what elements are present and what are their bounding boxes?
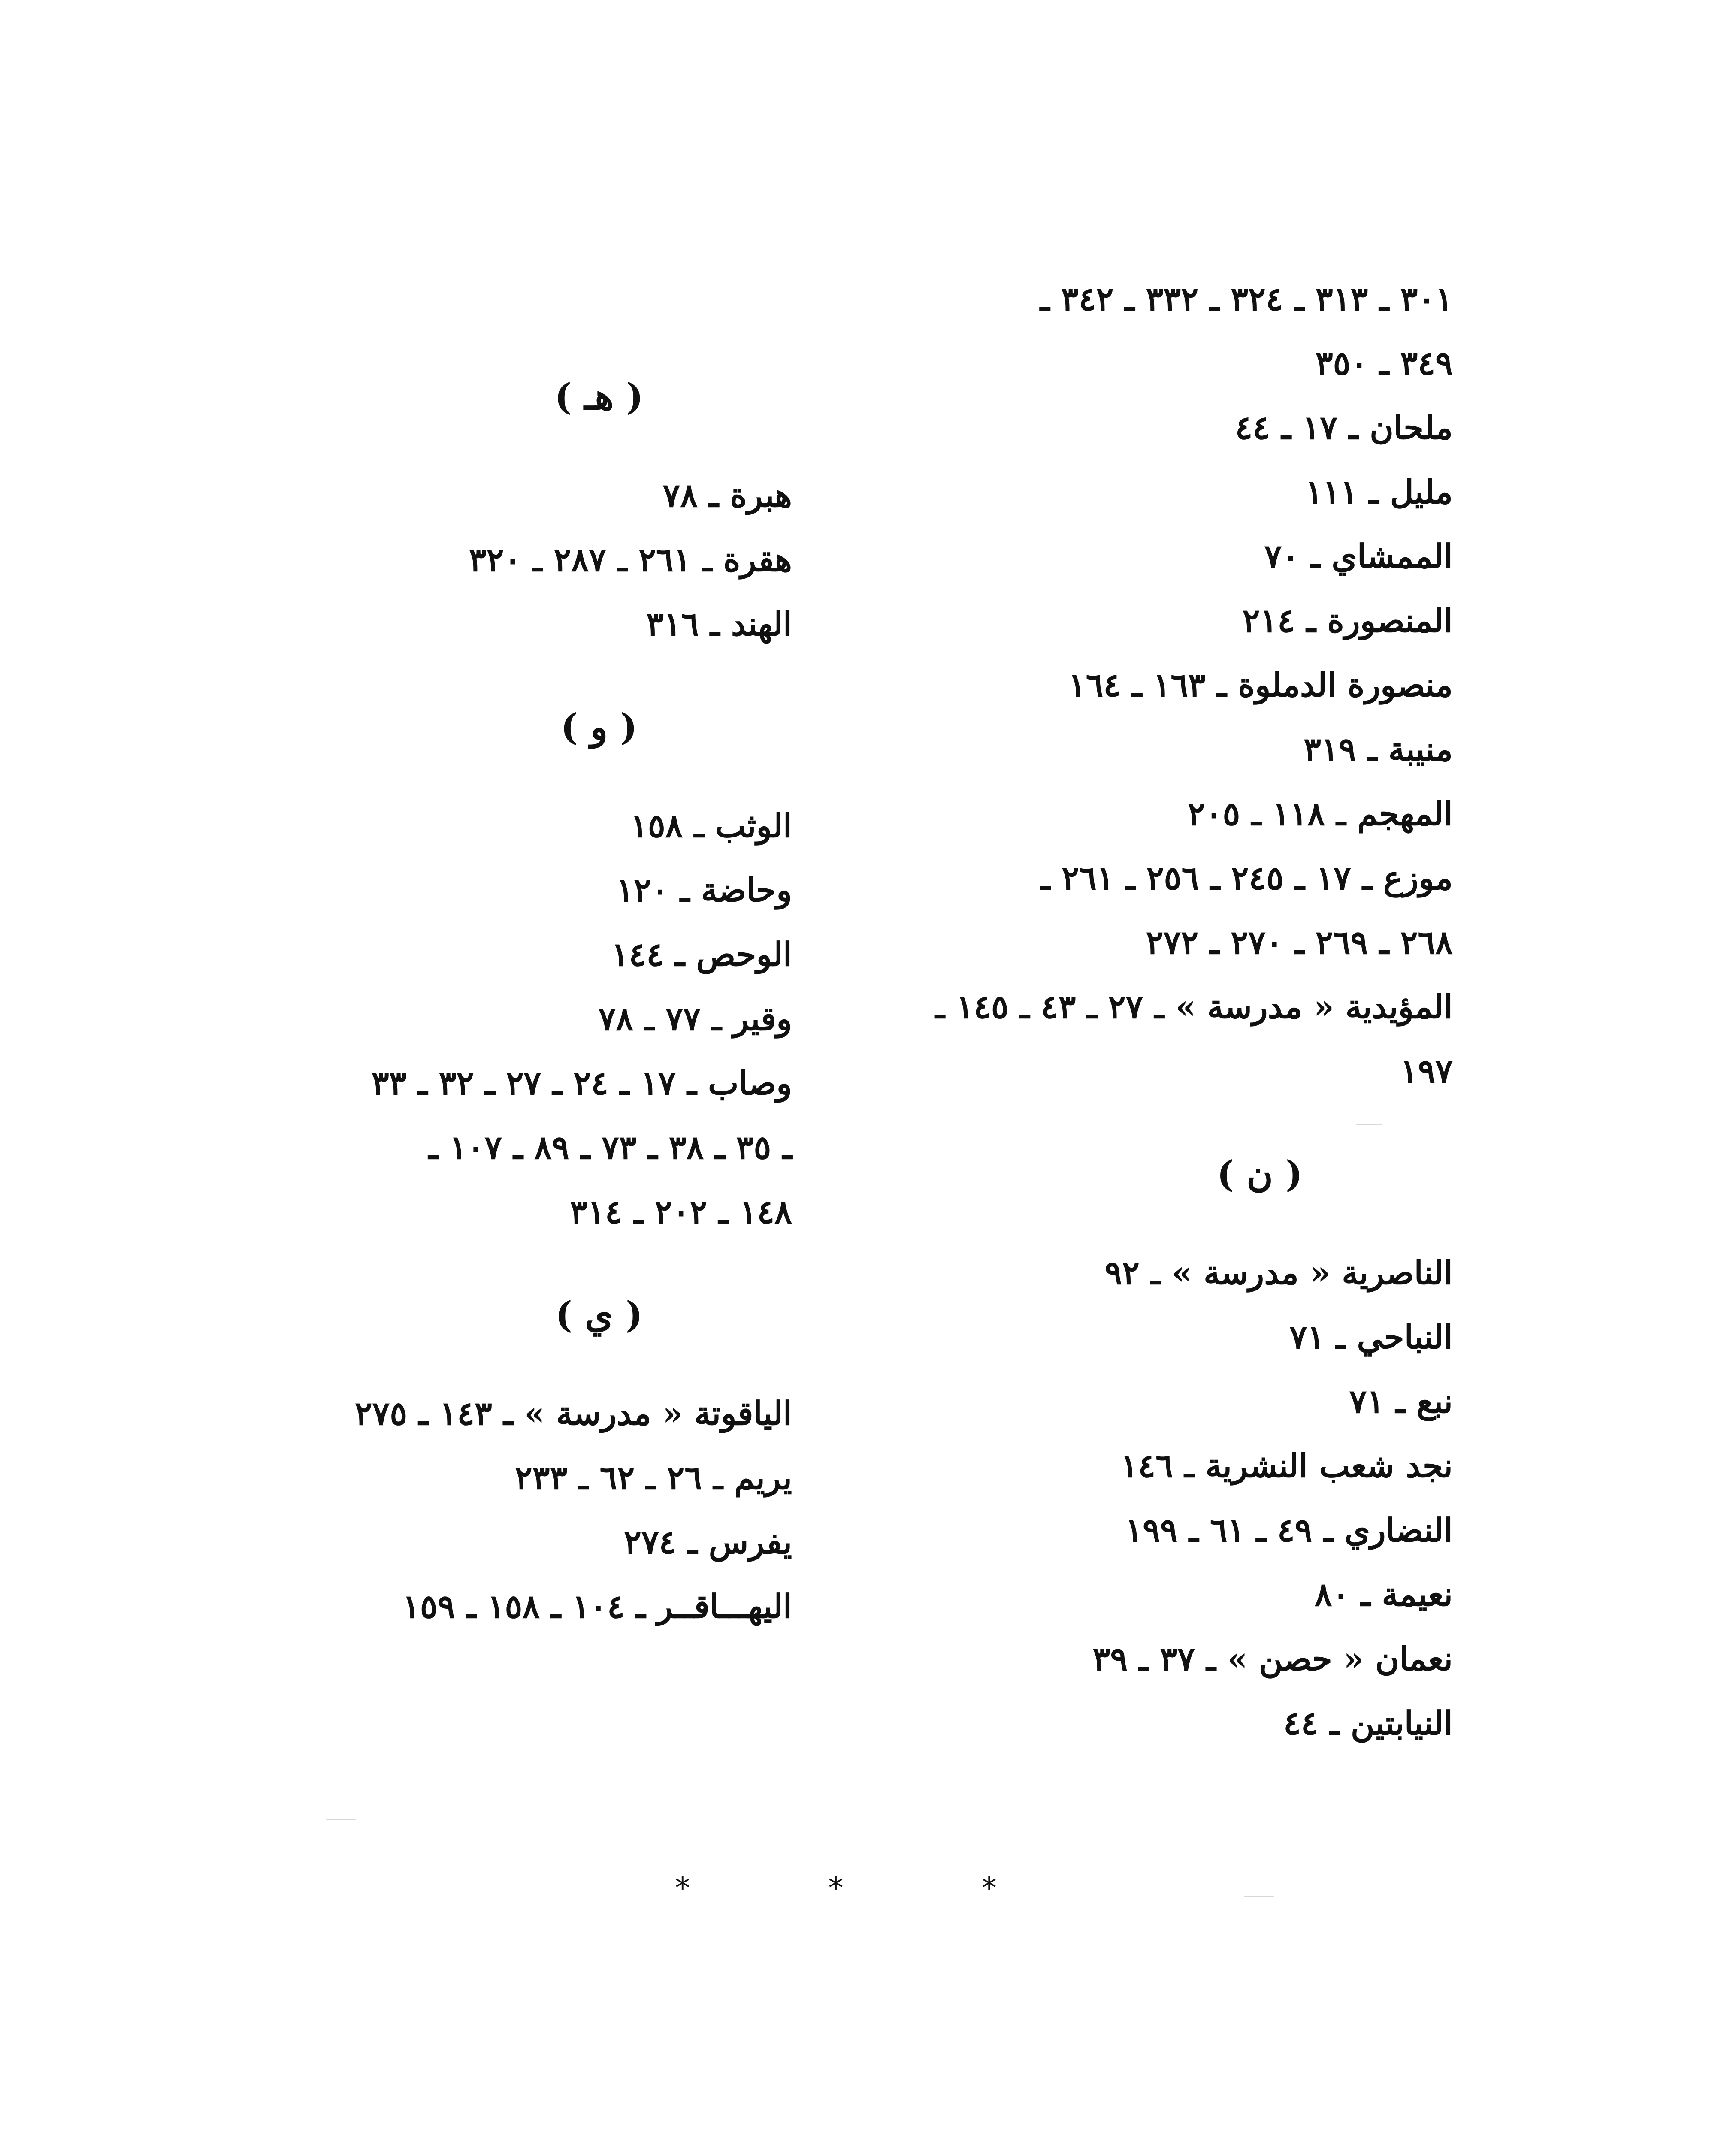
index-entry: اليهـــاقــر ـ ١٠٤ ـ ١٥٨ ـ ١٥٩ [402, 1587, 792, 1625]
index-entry: وصاب ـ ١٧ ـ ٢٤ ـ ٢٧ ـ ٣٢ ـ ٣٣ [371, 1064, 792, 1102]
index-entry: ١٩٧ [1400, 1052, 1453, 1090]
index-entry: ملحان ـ ١٧ ـ ٤٤ [1235, 408, 1453, 447]
index-entry: وقير ـ ٧٧ ـ ٧٨ [598, 1000, 792, 1038]
index-entry: الهند ـ ٣١٦ [646, 605, 792, 643]
index-entry: هبرة ـ ٧٨ [662, 476, 792, 514]
index-entry: ـ ٣٥ ـ ٣٨ ـ ٧٣ ـ ٨٩ ـ ١٠٧ ـ [428, 1128, 792, 1166]
section-heading-noon: ( ن ) [1217, 1153, 1303, 1195]
index-entry: النباحي ـ ٧١ [1289, 1318, 1453, 1356]
index-entry: منيبة ـ ٣١٩ [1304, 730, 1453, 768]
entry-list-waw [191, 794, 792, 1244]
section-heading-ha: ( هـ ) [554, 375, 644, 418]
index-entry: النضاري ـ ٤٩ ـ ٦١ ـ ١٩٩ [1125, 1511, 1453, 1549]
index-entry: يريم ـ ٢٦ ـ ٦٢ ـ ٢٣٣ [514, 1459, 792, 1497]
index-column-left [191, 365, 792, 1639]
entry-list-continued [852, 267, 1453, 1103]
index-entry: الوحص ـ ١٤٤ [611, 935, 792, 973]
index-entry: الياقوتة « مدرسة » ـ ١٤٣ ـ ٢٧٥ [354, 1394, 792, 1432]
index-entry: نعيمة ـ ٨٠ [1314, 1575, 1453, 1613]
section-heading-waw: ( و ) [560, 706, 638, 748]
index-entry: ٣٤٩ ـ ٣٥٠ [1315, 344, 1453, 382]
index-entry: ٣٠١ ـ ٣١٣ ـ ٣٢٤ ـ ٣٣٢ ـ ٣٤٢ ـ [1040, 280, 1453, 318]
index-entry: هقرة ـ ٢٦١ ـ ٢٨٧ ـ ٣٢٠ [469, 541, 792, 579]
entry-list-ya [191, 1381, 792, 1639]
index-entry: ١٤٨ ـ ٢٠٢ ـ ٣١٤ [570, 1193, 792, 1231]
index-entry: منصورة الدملوة ـ ١٦٣ ـ ١٦٤ [1068, 666, 1453, 704]
index-entry: ٢٦٨ ـ ٢٦٩ ـ ٢٧٠ ـ ٢٧٢ [1146, 923, 1453, 961]
index-entry: يفرس ـ ٢٧٤ [624, 1523, 792, 1561]
scan-mark [326, 1819, 356, 1820]
index-entry: نعمان « حصن » ـ ٣٧ ـ ٣٩ [1092, 1640, 1453, 1678]
index-entry: نبع ـ ٧١ [1349, 1382, 1453, 1420]
index-entry: النيابتين ـ ٤٤ [1283, 1704, 1453, 1742]
entry-list-noon [852, 1241, 1453, 1755]
index-entry: المؤيدية « مدرسة » ـ ٢٧ ـ ٤٣ ـ ١٤٥ ـ [935, 988, 1453, 1026]
index-column-right [852, 267, 1453, 1755]
section-separator: * * * [675, 1870, 1061, 1906]
index-entry: نجد شعب النشرية ـ ١٤٦ [1120, 1447, 1453, 1485]
index-entry: موزع ـ ١٧ ـ ٢٤٥ ـ ٢٥٦ ـ ٢٦١ ـ [1040, 859, 1453, 897]
index-entry: الممشاي ـ ٧٠ [1264, 537, 1453, 575]
index-entry: وحاضة ـ ١٢٠ [616, 871, 792, 909]
entry-list-ha [191, 463, 792, 656]
index-entry: المهجم ـ ١١٨ ـ ٢٠٥ [1187, 795, 1453, 833]
scan-mark [1356, 1124, 1382, 1125]
section-heading-ya: ( ي ) [555, 1293, 643, 1336]
index-entry: الوثب ـ ١٥٨ [630, 807, 792, 845]
index-entry: الناصرية « مدرسة » ـ ٩٢ [1104, 1254, 1453, 1292]
index-entry: المنصورة ـ ٢١٤ [1242, 601, 1453, 640]
index-entry: مليل ـ ١١١ [1305, 473, 1453, 511]
